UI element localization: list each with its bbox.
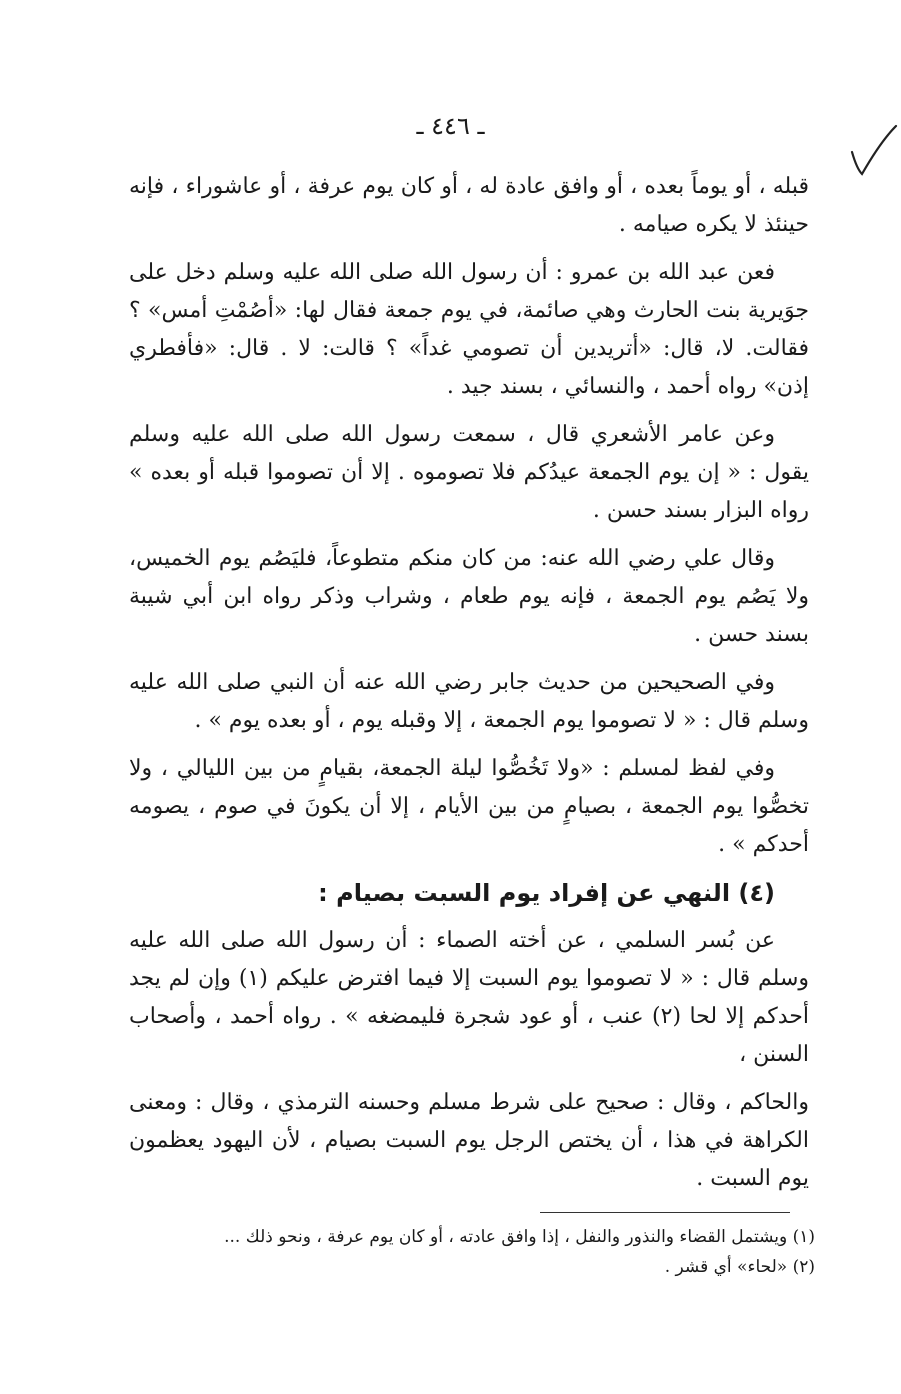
footnotes [115,1222,815,1282]
paragraph: قبله ، أو يوماً بعده ، أو وافق عادة له ، أو كان يوم عرفة ، أو عاشوراء ، فإنه حينئذ لا يكره صيامه . [129,174,809,237]
paragraph: وفي لفظ لمسلم : «ولا تَخُصُّوا ليلة الجمعة، بقيامٍ من بين الليالي ، ولا تخصُّوا يوم الجمعة ، بصيامٍ من بين الأيام ، إلا أن يكونَ في صوم ، يصومه أحدكم » . [129,756,809,857]
section-heading: (٤) النهي عن إفراد يوم السبت بصيام : [318,879,775,907]
checkmark-mark [848,122,898,178]
paragraph: فعن عبد الله بن عمرو : أن رسول الله صلى الله عليه وسلم دخل على جوَيرية بنت الحارث وهي صائمة، في يوم جمعة فقال لها: «أصُمْتِ أمس» ؟ فقالت. لا، قال: «أتريدين أن تصومي غداً» ؟ قالت: لا . قال: «فأفطري إذن» رواه أحمد ، والنسائي ، بسند جيد . [129,260,809,399]
footnote: (١) ويشتمل القضاء والنذور والنفل ، إذا وافق عادته ، أو كان يوم عرفة ، ونحو ذلك ... [224,1227,815,1247]
paragraph: عن بُسر السلمي ، عن أخته الصماء : أن رسول الله صلى الله عليه وسلم قال : « لا تصوموا يوم السبت إلا فيما افترض عليكم (١) وإن لم يجد أحدكم إلا لحا (٢) عنب ، أو عود شجرة فليمضغه » . رواه أحمد ، وأصحاب السنن ، [129,928,810,1067]
paragraph: وعن عامر الأشعري قال ، سمعت رسول الله صلى الله عليه وسلم يقول : « إن يوم الجمعة عيدُكم فلا تصوموه . إلا أن تصوموا قبله أو بعده » رواه البزار بسند حسن . [129,422,809,523]
page-number: ـ ٤٤٦ ـ [416,112,485,140]
footnote-divider [540,1212,790,1213]
paragraph: وفي الصحيحين من حديث جابر رضي الله عنه أن النبي صلى الله عليه وسلم قال : « لا تصوموا يوم الجمعة ، إلا وقبله يوم ، أو بعده يوم » . [129,670,809,733]
main-text [129,168,809,1208]
paragraph: وقال علي رضي الله عنه: من كان منكم متطوعاً، فليَصُم يوم الخميس، ولا يَصُم يوم الجمعة ، فإنه يوم طعام ، وشراب وذكر رواه ابن أبي شيبة بسند حسن . [129,546,809,647]
footnote: (٢) «لحاء» أي قشر . [664,1257,815,1277]
paragraph: والحاكم ، وقال : صحيح على شرط مسلم وحسنه الترمذي ، وقال : ومعنى الكراهة في هذا ، أن يختص الرجل يوم السبت بصيام ، لأن اليهود يعظمون يوم السبت . [129,1090,809,1191]
